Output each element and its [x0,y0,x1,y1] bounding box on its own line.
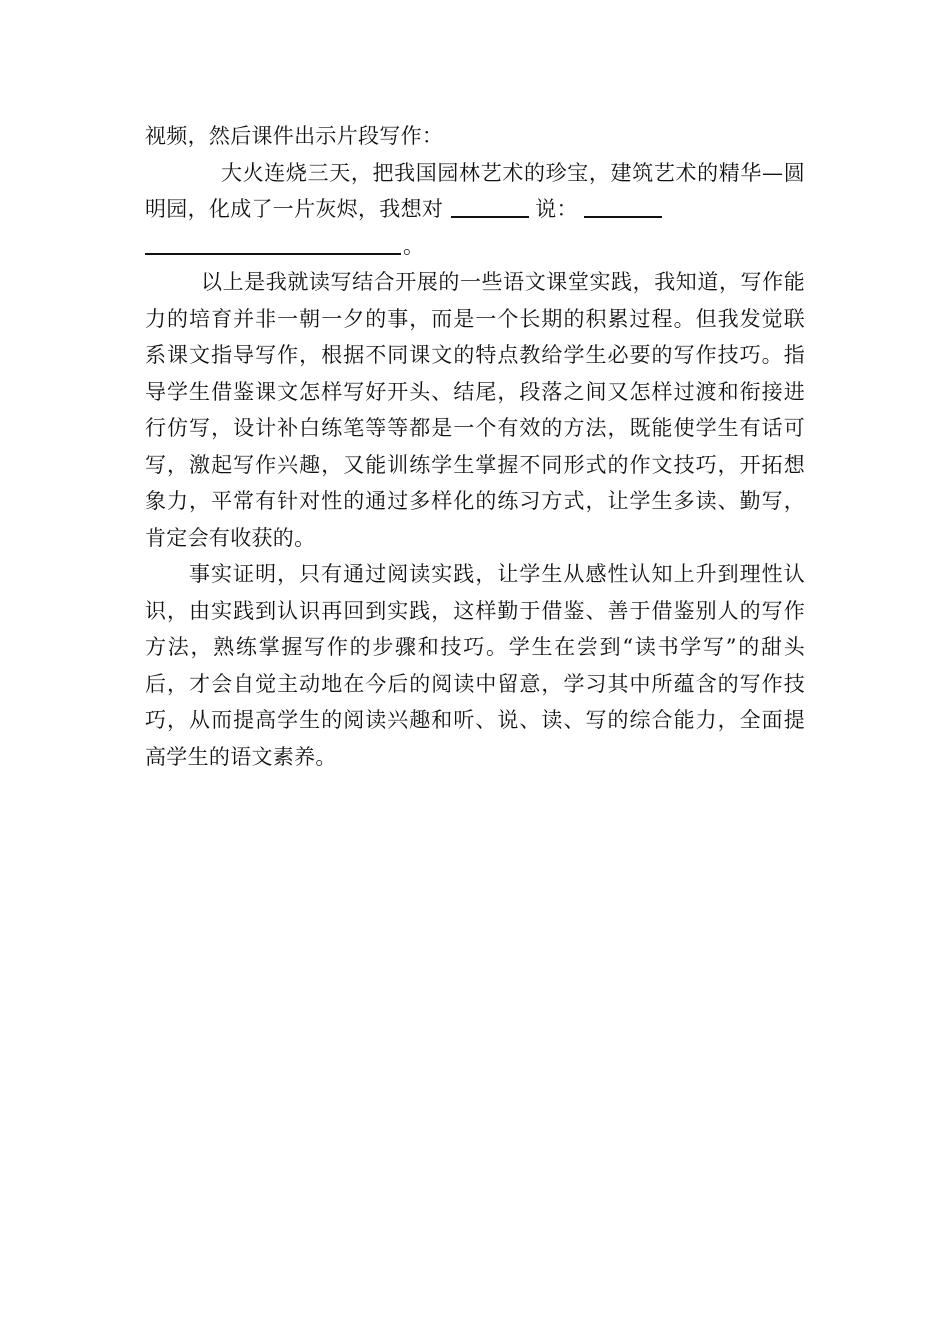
paragraph-summary: 以上是我就读写结合开展的一些语文课堂实践，我知道，写作能力的培育并非一朝一夕的事，而是一个长期的积累过程。但我发觉联系课文指导写作，根据不同课文的特点教给学生必要的写作技巧。指导学生借鉴课文怎样写好开头、结尾，段落之间又怎样过渡和衔接进行仿写，设计补白练笔等等都是一个有效的方法，既能使学生有话可写，激起写作兴趣，又能训练学生掌握不同形式的作文技巧，开拓想象力，平常有针对性的通过多样化的练习方式，让学生多读、勤写，肯定会有收获的。 [145,270,805,550]
writing-exercise [145,155,805,265]
exercise-text-before: 大火连烧三天，把我国园林艺术的珍宝，建筑艺术的精华—圆明园，化成了一片灰烬，我想对 [145,160,805,221]
intro-line: 视频，然后课件出示片段写作： [145,124,444,148]
paragraph-conclusion: 事实证明，只有通过阅读实践，让学生从感性认知上升到理性认识，由实践到认识再回到实践，这样勤于借鉴、善于借鉴别人的写作方法，熟练掌握写作的步骤和技巧。学生在尝到“读书学写”的甜头后，才会自觉主动地在今后的阅读中留意，学习其中所蕴含的写作技巧，从而提高学生的阅读兴趣和听、说、读、写的综合能力，全面提高学生的语文素养。 [145,562,805,769]
exercise-text-middle: 说： [535,197,578,221]
exercise-text-end: 。 [403,233,425,258]
document-page [145,118,805,775]
fill-blank-speech-start[interactable] [584,194,662,218]
fill-blank-addressee[interactable] [451,194,529,218]
fill-blank-speech-end[interactable] [145,231,401,255]
